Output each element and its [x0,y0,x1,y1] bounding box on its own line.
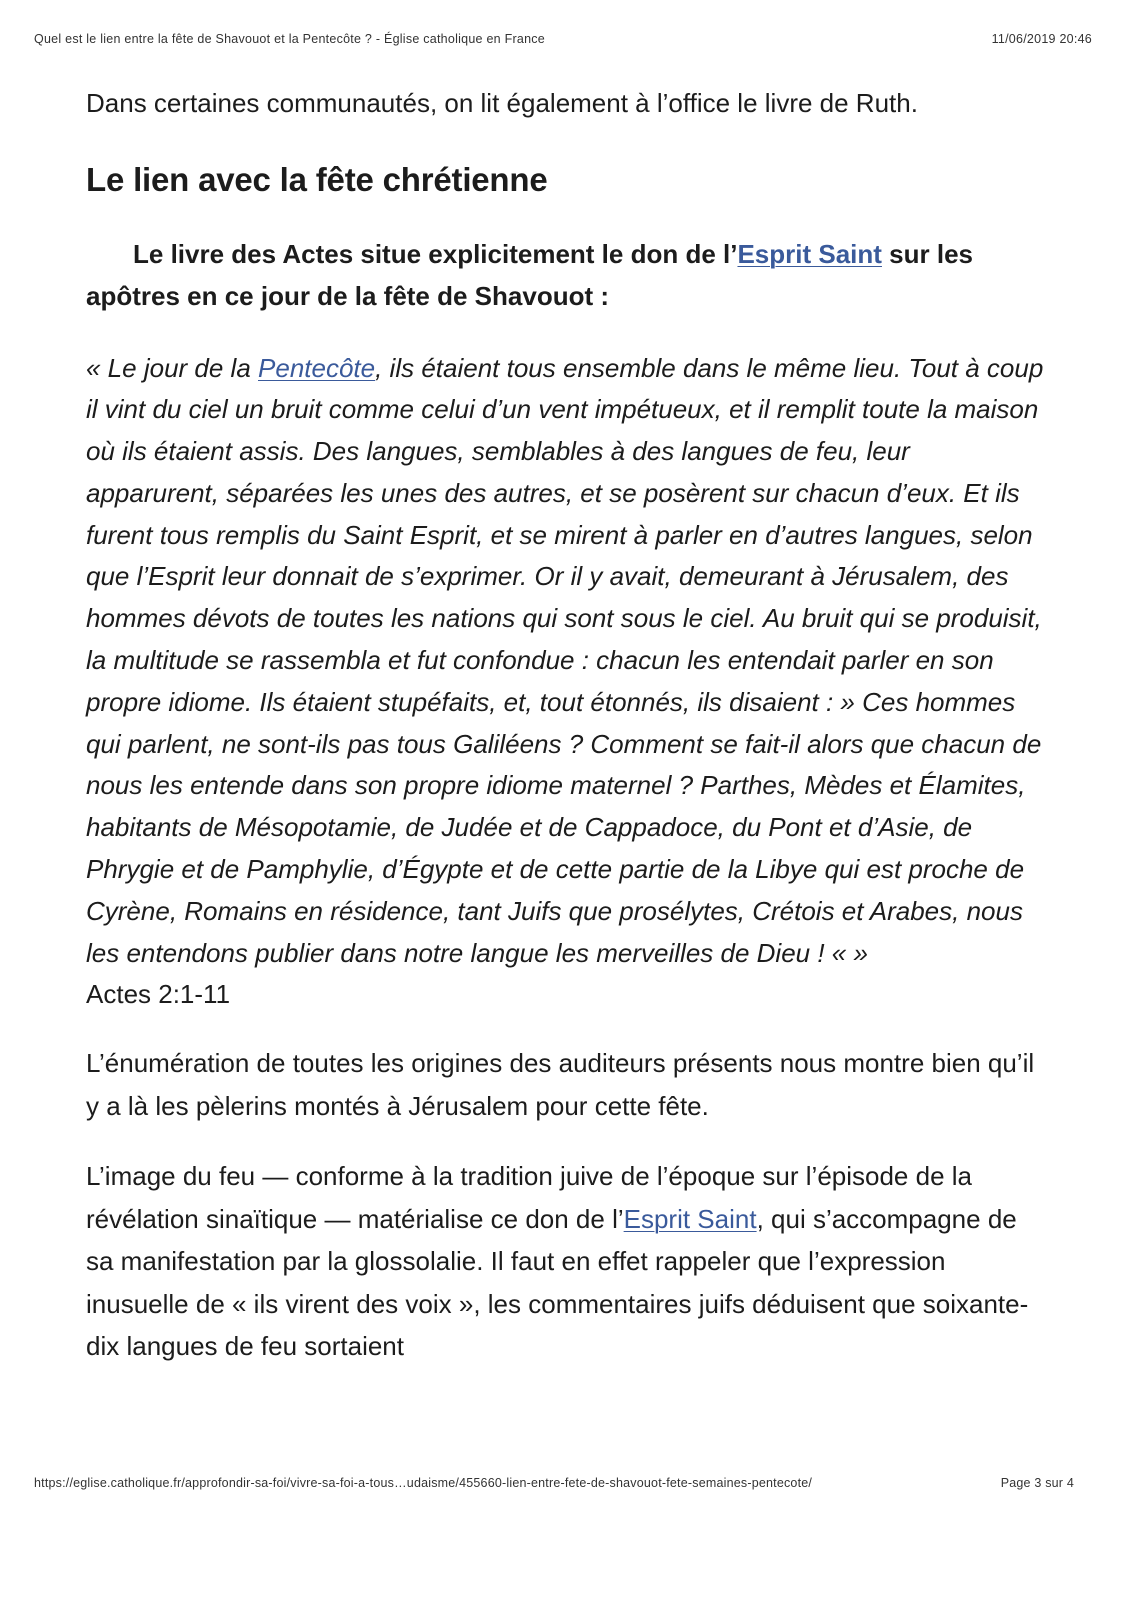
intro-text-before: Le livre des Actes situe explicitement le don de l’ [133,238,738,269]
section-heading: Le lien avec la fête chrétienne [86,160,548,198]
print-header-title: Quel est le lien entre la fête de Shavouot et la Pentecôte ? - Église catholique en France [34,32,546,46]
para2-text-after: , qui s’accompagne de sa manifestation par la glossolalie. Il faut en effet rappeler que l’expression inusuelle de « ils virent des voix », les commentaires juifs déduisent que soixante-dix langues de feu sortaient [86,1203,1029,1362]
acts-quote [86,348,1046,975]
print-header-date: 11/06/2019 20:46 [991,32,1092,46]
quote-text-before: « Le jour de la [86,352,259,383]
pentecote-link[interactable]: Pentecôte [258,352,376,383]
quote-text-after: , ils étaient tous ensemble dans le même lieu. Tout à coup il vint du ciel un bruit comme celui d’un vent impétueux, et il remplit toute la maison où ils étaient assis. Des langues, semblables à des langues de feu, leur apparurent, séparées les unes des autres, et se posèrent sur chacun d’eux. Et ils furent tous remplis du Saint Esprit, et se mirent à parler en d’autres langues, selon que l’Esprit leur donnait de s’exprimer. Or il y avait, demeurant à Jérusalem, des hommes dévots de toutes les nations qui sont sous le ciel. Au bruit qui se produisit, la multitude se rassembla et fut confondue : chacun les entendait parler en son propre idiome. Ils étaient stupéfaits, et, tout étonnés, ils disaient : » Ces hommes qui parlent, ne sont-ils pas tous Galiléens ? Comment se fait-il alors que chacun de nous les entende dans son propre idiome maternel ? Parthes, Mèdes et Élamites, habitants de Mésopotamie, de Judée et de Cappadoce, du Pont et d’Asie, de Phrygie et de Pamphylie, d’Égypte et de cette partie de la Libye qui est proche de Cyrène, Romains en résidence, tant Juifs que prosélytes, Crétois et Arabes, nous les entendons publier dans notre langue les merveilles de Dieu ! « » [86,352,1044,968]
esprit-saint-link[interactable]: Esprit Saint [737,238,882,269]
page-number: Page 3 sur 4 [1000,1476,1074,1490]
print-footer [34,1476,1074,1494]
para2-text-before: L’image du feu — conforme à la tradition juive de l’époque sur l’épisode de la révélation sinaïtique — matérialise ce don de l’ [86,1161,972,1234]
intro-text-after: sur les apôtres en ce jour de la fête de Shavouot : [86,238,974,311]
quote-reference: Actes 2:1-11 [86,979,231,1010]
intro-paragraph [86,233,1046,318]
print-footer-url: https://eglise.catholique.fr/approfondir-sa-foi/vivre-sa-foi-a-tous…udaisme/455660-lien-entre-fete-de-shavouot-fete-semaines-pentecote/ [34,1476,813,1490]
lead-paragraph: Dans certaines communautés, on lit également à l’office le livre de Ruth. [86,88,918,118]
esprit-saint-link-2[interactable]: Esprit Saint [623,1203,757,1234]
paragraph-fire-image [86,1155,1046,1368]
paragraph-enumeration: L’énumération de toutes les origines des auditeurs présents nous montre bien qu’il y a là les pèlerins montés à Jérusalem pour cette fête. [86,1048,1035,1121]
print-header [34,32,1092,50]
article-content [86,82,1046,1368]
